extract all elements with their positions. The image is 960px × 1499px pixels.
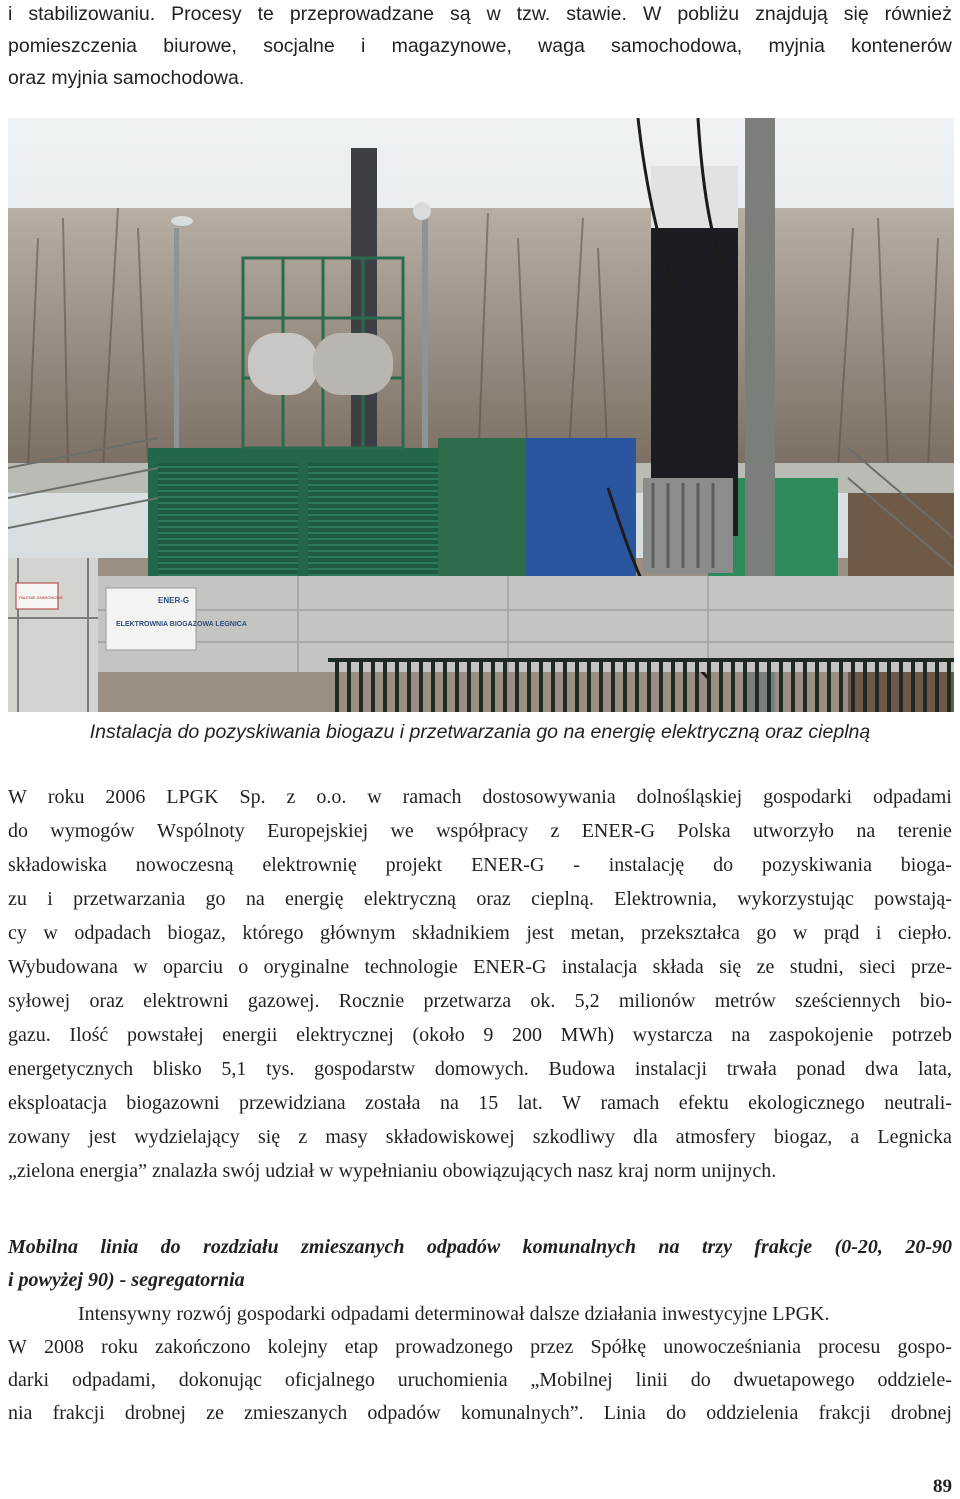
section-heading-line-1: Mobilna linia do rozdziału zmieszanych odpadów komunalnych na trzy frakcje (0-20, 20-90 (8, 1236, 952, 1258)
body-line-7: syłowej oraz elektrowni gazowej. Rocznie przetwarza ok. 5,2 milionów metrów sześciennych bio- (8, 990, 952, 1012)
section-line-3: darki odpadami, dokonując oficjalnego uruchomienia „Mobilnej linii do dwuetapowego oddziele- (8, 1369, 952, 1391)
body-line-1: W roku 2006 LPGK Sp. z o.o. w ramach dostosowywania dolnośląskiej gospodarki odpadami (8, 786, 952, 808)
body-line-5: cy w odpadach biogaz, którego głównym składnikiem jest metan, przekształca go w prąd i ciepło. (8, 922, 952, 944)
body-line-2: do wymogów Wspólnoty Europejskiej we współpracy z ENER-G Polska utworzyło na terenie (8, 820, 952, 842)
section-line-4: nia frakcji drobnej ze zmieszanych odpadów komunalnych”. Linia do oddzielenia frakcji drobnej (8, 1402, 952, 1424)
page-number: 89 (933, 1476, 952, 1497)
svg-text:ENER-G: ENER-G (158, 596, 190, 605)
body-line-3: składowiska nowoczesną elektrownię projekt ENER-G - instalację do pozyskiwania bioga- (8, 854, 952, 876)
body-line-9: energetycznych blisko 5,1 tys. gospodarstw domowych. Budowa instalacji trwała ponad dwa lata, (8, 1058, 952, 1080)
intro-line-3: oraz myjnia samochodowa. (8, 67, 245, 89)
small-warning-sign (16, 583, 63, 609)
body-line-4: zu i przetwarzania go na energię elektryczną oraz cieplną. Elektrownia, wykorzystując powstają- (8, 888, 952, 910)
intro-line-1: i stabilizowaniu. Procesy te przeprowadzane są w tzw. stawie. W pobliżu znajdują się również (8, 3, 952, 25)
body-line-12: „zielona energia” znalazła swój udział w wypełnianiu obowiązujących nasz kraj norm unijnych. (8, 1160, 777, 1182)
biogas-plant-photo (8, 118, 954, 712)
section-line-2: W 2008 roku zakończono kolejny etap prowadzonego przez Spółkę unowocześniania procesu gospo- (8, 1336, 952, 1358)
svg-text:PALENIE ZABRONIONE: PALENIE ZABRONIONE (19, 595, 64, 600)
photo-caption: Instalacja do pozyskiwania biogazu i przetwarzania go na energię elektryczną oraz cieplną (89, 721, 871, 743)
body-line-8: gazu. Ilość powstałej energii elektrycznej (około 9 200 MWh) wystarcza na zaspokojenie potrzeb (8, 1024, 952, 1046)
body-line-6: Wybudowana w oparciu o oryginalne technologie ENER-G instalacja składa się ze studni, sieci prze- (8, 956, 952, 978)
body-line-10: eksploatacja biogazowni przewidziana została na 15 lat. W ramach efektu ekologicznego neutrali- (8, 1092, 952, 1114)
section-line-1: Intensywny rozwój gospodarki odpadami determinował dalsze działania inwestycyjne LPGK. (78, 1303, 830, 1325)
body-line-11: zowany jest wydzielający się z masy składowiskowej szkodliwy dla atmosfery biogaz, a Legnicka (8, 1126, 952, 1148)
svg-text:ELEKTROWNIA BIOGAZOWA LEGNICA: ELEKTROWNIA BIOGAZOWA LEGNICA (116, 621, 247, 628)
intro-line-2: pomieszczenia biurowe, socjalne i magazynowe, waga samochodowa, myjnia kontenerów (8, 35, 952, 57)
section-heading-line-2: i powyżej 90) - segregatornia (8, 1269, 245, 1291)
